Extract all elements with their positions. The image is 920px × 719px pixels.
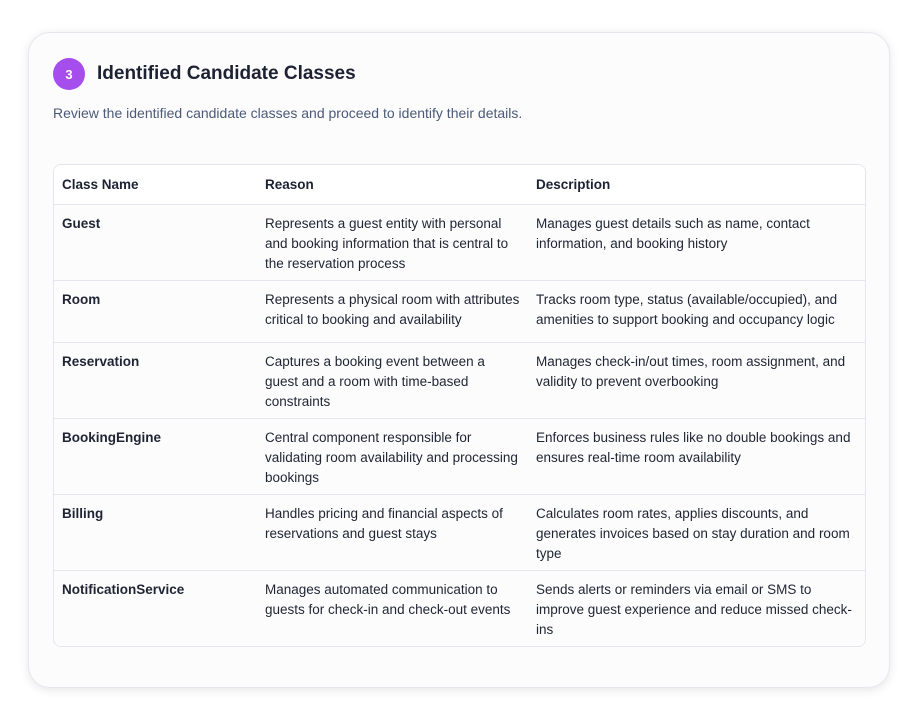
table-row [54,281,865,343]
description-cell: Calculates room rates, applies discounts, and generates invoices based on stay duration and room type [528,495,865,571]
candidate-classes-table [53,164,866,647]
header-description: Description [528,165,865,205]
header-reason: Reason [257,165,528,205]
description-cell: Manages guest details such as name, contact information, and booking history [528,205,865,281]
table-header-row [54,165,865,205]
class-name-cell: Guest [54,205,257,281]
reason-cell: Central component responsible for validating room availability and processing bookings [257,419,528,495]
class-name-cell: NotificationService [62,582,185,597]
table-row [54,343,865,419]
reason-cell: Represents a physical room with attributes critical to booking and availability [257,281,528,343]
step-number-badge: 3 [53,58,85,90]
reason-cell: Handles pricing and financial aspects of reservations and guest stays [257,495,528,571]
table-row [54,495,865,571]
step-subtitle: Review the identified candidate classes and proceed to identify their details. [53,105,523,121]
table-row [54,419,865,495]
class-name-cell: Reservation [54,343,257,419]
table-row [54,205,865,281]
class-name-cell: Room [54,281,257,343]
class-name-cell: BookingEngine [54,419,257,495]
description-cell: Sends alerts or reminders via email or SMS to improve guest experience and reduce missed check-ins [536,582,852,637]
reason-cell: Captures a booking event between a guest and a room with time-based constraints [257,343,528,419]
description-cell: Manages check-in/out times, room assignment, and validity to prevent overbooking [528,343,865,419]
table-row [54,571,865,647]
description-cell: Tracks room type, status (available/occupied), and amenities to support booking and occupancy logic [528,281,865,343]
reason-cell: Represents a guest entity with personal and booking information that is central to the reservation process [257,205,528,281]
candidate-classes-card [28,32,890,688]
step-title: Identified Candidate Classes [97,63,356,84]
description-cell: Enforces business rules like no double bookings and ensures real-time room availability [528,419,865,495]
step-header [53,58,356,90]
class-name-cell: Billing [54,495,257,571]
header-class-name: Class Name [54,165,257,205]
reason-cell: Manages automated communication to guests for check-in and check-out events [265,582,511,617]
